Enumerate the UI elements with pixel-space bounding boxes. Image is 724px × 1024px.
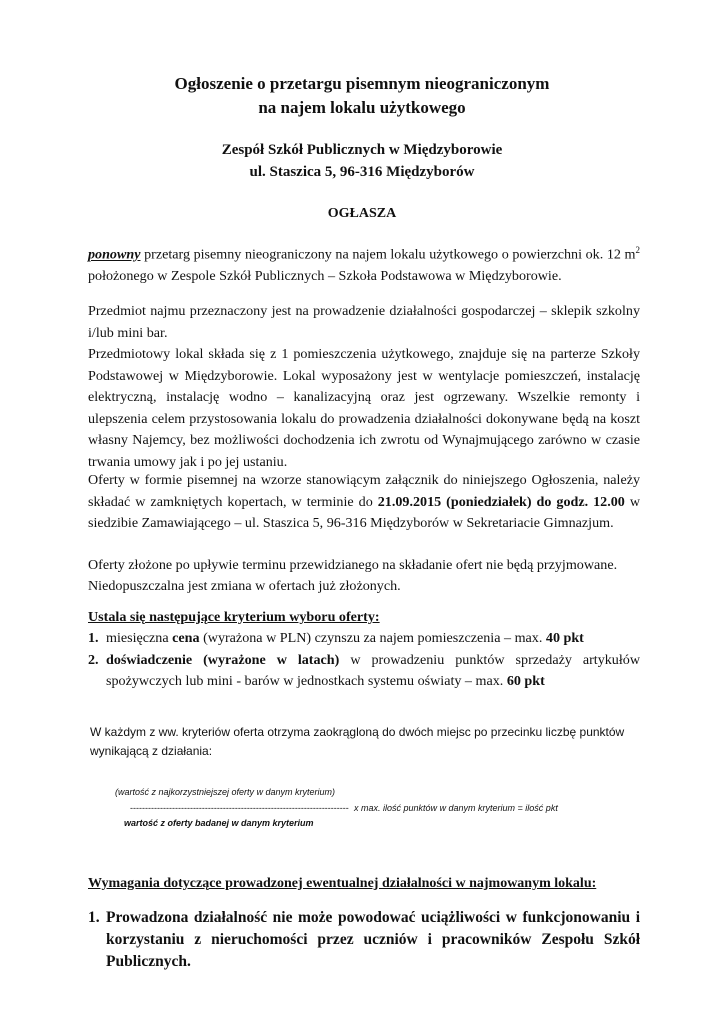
formula-numerator: (wartość z najkorzystniejszej oferty w danym kryterium): [115, 787, 336, 797]
formula-denominator: wartość z oferty badanej w danym kryterium: [124, 818, 314, 828]
criteria-text: miesięczna: [106, 630, 173, 646]
formula-result: x max. ilość punktów w danym kryterium = ilość pkt: [354, 803, 558, 813]
intro-superscript: 2: [635, 245, 640, 255]
criteria-points: 40 pkt: [545, 630, 584, 646]
criteria-name: doświadczenie (wyrażone w latach): [106, 651, 340, 668]
intro-emphasis: ponowny: [88, 246, 141, 263]
offers-text-a: Oferty w formie pisemnej na wzorze stanowiącym załącznik do niniejszego Ogłoszenia, należy składać w zamkniętych kopertach, w terminie do: [88, 472, 640, 510]
document-title-line1: Ogłoszenie o przetargu pisemnym nieograniczonym: [174, 74, 550, 93]
organization-name: Zespół Szkół Publicznych w Międzyborowie: [221, 142, 503, 158]
offers-text-b: w siedzibie Zamawiającego – ul. Staszica 5, 96-316 Międzyborów w Sekretariacie Gimnazjum.: [88, 493, 641, 531]
announcement-heading: OGŁASZA: [327, 206, 397, 221]
requirement-item: [88, 907, 640, 973]
description-paragraph: Przedmiotowy lokal składa się z 1 pomieszczenia użytkowego, znajduje się na parterze Szkoły Podstawowej w Międzyborowie. Lokal wyposażony jest w wentylacje pomieszczeń, instalację elektryczną, instalację wodno – kanalizacyjną oraz jest ogrzewany. Wszelkie remonty i ulepszenia celem przystosowania lokalu do prowadzenia działalności dokonywane będą na koszt własny Najemcy, bez możliwości dochodzenia ich zwrotu od Wynajmującego zarówno w czasie trwania umowy jak i po jej ustaniu.: [88, 346, 640, 470]
offers-deadline: 21.09.2015 (poniedziałek) do godz. 12.00: [377, 493, 625, 510]
formula-fraction-line: -------------------------------------------------------------------------: [130, 803, 349, 813]
requirements-heading: Wymagania dotyczące prowadzonej ewentualnej działalności w najmowanym lokalu:: [88, 876, 597, 891]
criteria-heading: Ustala się następujące kryterium wyboru oferty:: [88, 609, 380, 625]
criteria-points: 60 pkt: [506, 673, 545, 689]
requirements-list: [88, 907, 640, 973]
criteria-list: [88, 628, 640, 693]
intro-text-b: położonego w Zespole Szkół Publicznych – Szkoła Podstawowa w Międzyborowie.: [88, 268, 562, 285]
late-offers-note: Oferty złożone po upływie terminu przewidzianego na składanie ofert nie będą przyjmowane.: [88, 557, 618, 573]
requirement-text: Prowadzona działalność nie może powodować uciążliwości w funkcjonowaniu i korzystaniu z nieruchomości przez uczniów i pracowników Zespołu Szkół Publicznych.: [106, 909, 640, 970]
criteria-item: [88, 650, 640, 693]
scoring-note: W każdym z ww. kryteriów oferta otrzyma zaokrągloną do dwóch miejsc po przecinku liczbę punktów wynikającą z działania:: [90, 725, 625, 758]
offers-paragraph: [88, 470, 640, 535]
organization-address: ul. Staszica 5, 96-316 Międzyborów: [249, 164, 475, 180]
requirement-number: 1.: [88, 909, 100, 926]
intro-text-a: przetarg pisemny nieograniczony na najem lokalu użytkowego o powierzchni ok. 12 m: [140, 246, 636, 263]
criteria-number: 1.: [88, 630, 99, 646]
criteria-text: w prowadzeniu punktów sprzedaży artykułów spożywczych lub mini - barów w jednostkach systemu oświaty – max.: [106, 651, 640, 689]
criteria-item: [88, 628, 640, 650]
criteria-number: 2.: [88, 651, 99, 668]
no-changes-note: Niedopuszczalna jest zmiana w ofertach już złożonych.: [88, 578, 401, 594]
intro-paragraph: [88, 240, 640, 288]
document-title-line2: na najem lokalu użytkowego: [258, 98, 466, 117]
purpose-paragraph: Przedmiot najmu przeznaczony jest na prowadzenie działalności gospodarczej – sklepik szkolny i/lub mini bar.: [88, 303, 640, 341]
criteria-name: cena: [172, 630, 200, 646]
criteria-text: (wyrażona w PLN) czynszu za najem pomieszczenia – max.: [199, 630, 546, 646]
